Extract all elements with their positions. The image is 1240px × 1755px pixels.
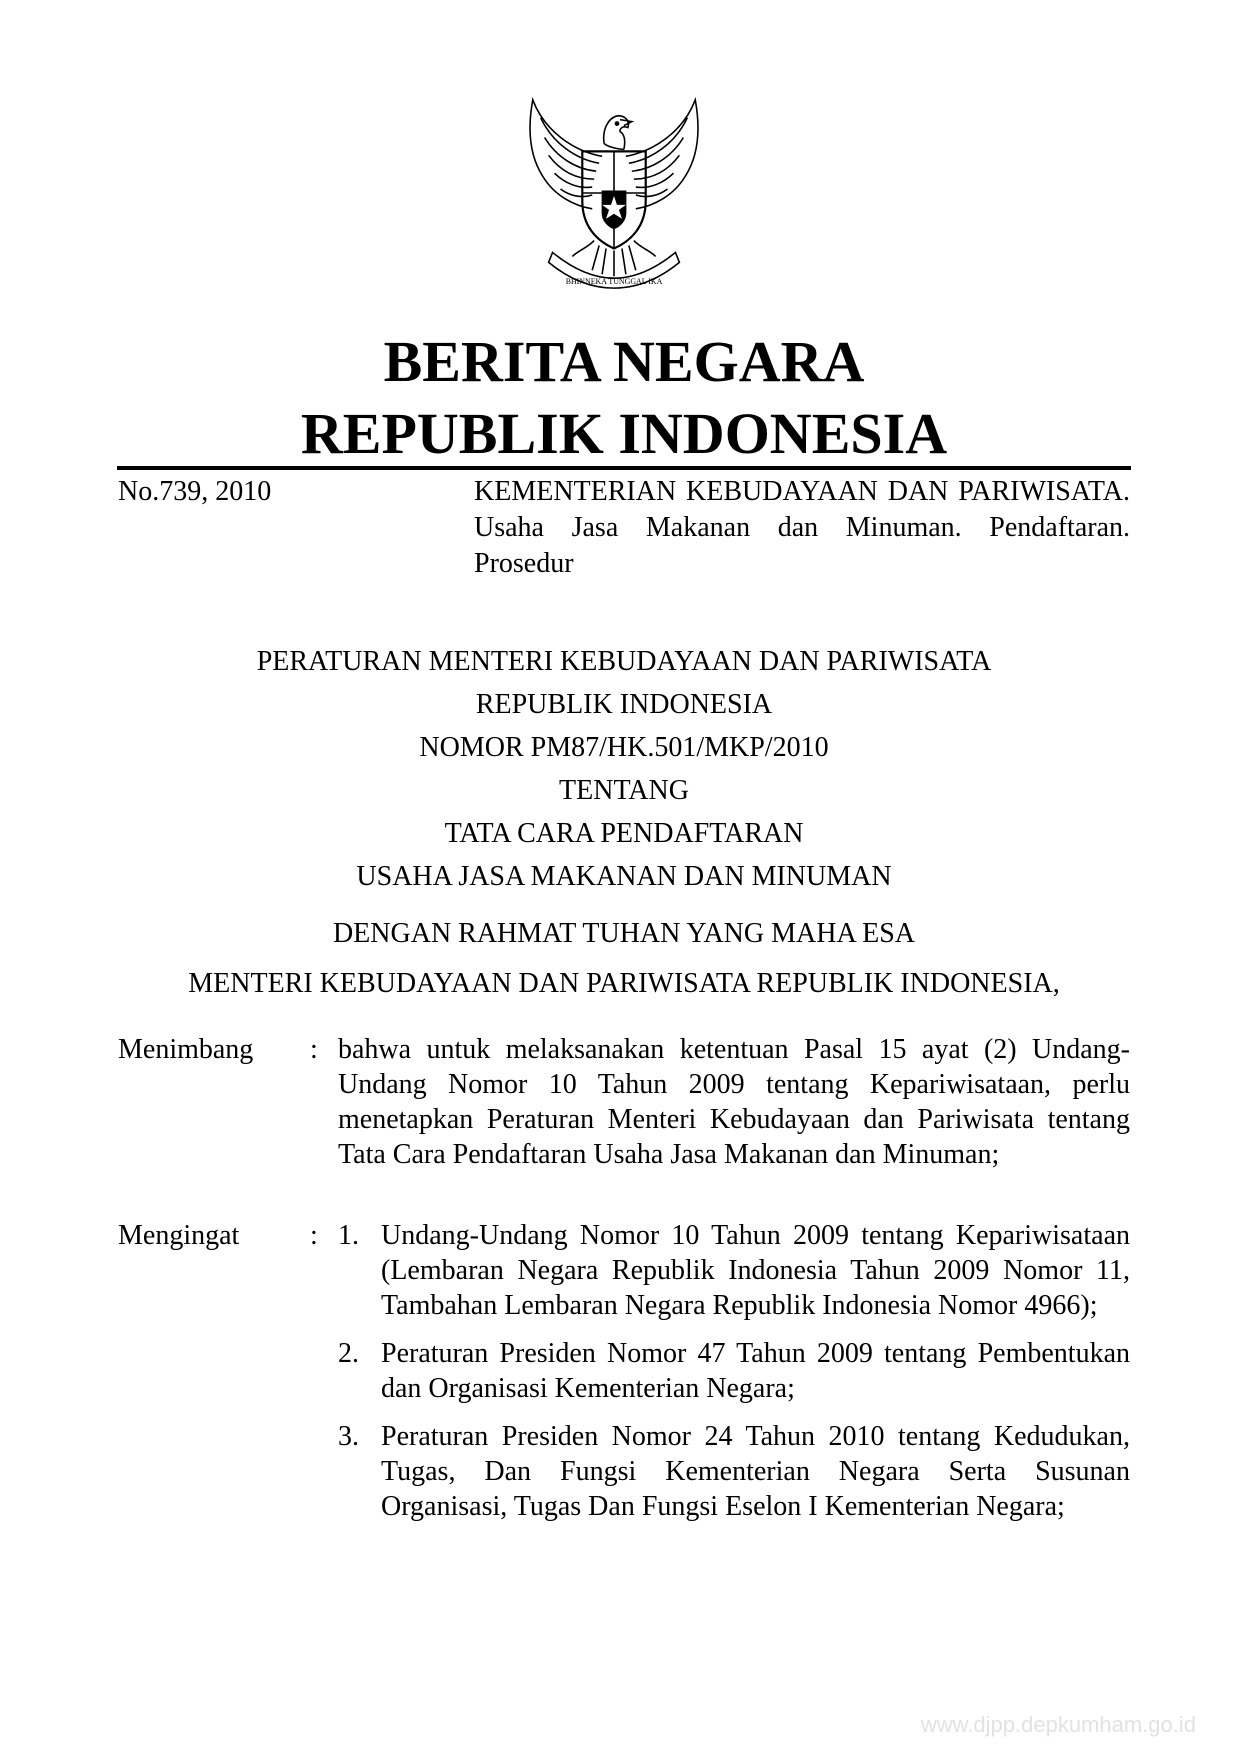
title-line: REPUBLIK INDONESIA [475,689,773,720]
list-item-number: 3. [338,1421,359,1452]
list-item-text: Undang-Undang Nomor 10 Tahun 2009 tentang Kepariwisataan (Lembaran Negara Republik Indonesia Tahun 2009 Nomor 11, Tambahan Lembaran Negara Republik Indonesia Nomor 4966); [381,1220,1130,1321]
list-item-number: 1. [338,1220,359,1251]
title-line: TATA CARA PENDAFTARAN [444,818,804,849]
clause-label: Mengingat [118,1220,240,1251]
emblem-motto: BHINNEKA TUNGGAL IKA [565,277,663,287]
clause-label: Menimbang [118,1034,254,1065]
title-line: NOMOR PM87/HK.501/MKP/2010 [419,732,829,763]
title-line: TENTANG [559,775,689,806]
clause-text: bahwa untuk melaksanakan ketentuan Pasal 15 ayat (2) Undang-Undang Nomor 10 Tahun 2009 tentang Kepariwisataan, perlu menetapkan Peraturan Menteri Kebudayaan dan Pariwisata tentang Tata Cara Pendaftaran Usaha Jasa Makanan dan Minuman; [338,1034,1130,1170]
title-line: USAHA JASA MAKANAN DAN MINUMAN [356,861,892,892]
clause-list [338,1218,1130,1537]
masthead-divider [117,466,1131,470]
clause-colon: : [310,1034,318,1065]
masthead-subtitle: REPUBLIK INDONESIA [300,401,948,466]
document-number: No.739, 2010 [118,476,272,507]
masthead-title: BERITA NEGARA [383,329,865,394]
clause-colon: : [310,1220,318,1251]
preamble-invocation: DENGAN RAHMAT TUHAN YANG MAHA ESA [332,918,916,949]
preamble-minister: MENTERI KEBUDAYAAN DAN PARIWISATA REPUBLIK INDONESIA, [188,968,1060,999]
list-item-text: Peraturan Presiden Nomor 47 Tahun 2009 tentang Pembentukan dan Organisasi Kementerian Negara; [381,1338,1130,1404]
list-item-number: 2. [338,1338,359,1369]
document-subject: KEMENTERIAN KEBUDAYAAN DAN PARIWISATA. Usaha Jasa Makanan dan Minuman. Pendaftaran. Prosedur [474,476,1130,579]
watermark-url: www.djpp.depkumham.go.id [920,1712,1196,1737]
list-item [338,1336,1130,1406]
regulation-title [118,640,1130,898]
title-line: PERATURAN MENTERI KEBUDAYAAN DAN PARIWISATA [256,646,992,677]
list-item [338,1419,1130,1524]
list-item-text: Peraturan Presiden Nomor 24 Tahun 2010 tentang Kedudukan, Tugas, Dan Fungsi Kementerian Negara Serta Susunan Organisasi, Tugas Dan Fungsi Eselon I Kementerian Negara; [381,1421,1130,1522]
list-item [338,1218,1130,1323]
garuda-pancasila-emblem-icon [505,82,723,300]
